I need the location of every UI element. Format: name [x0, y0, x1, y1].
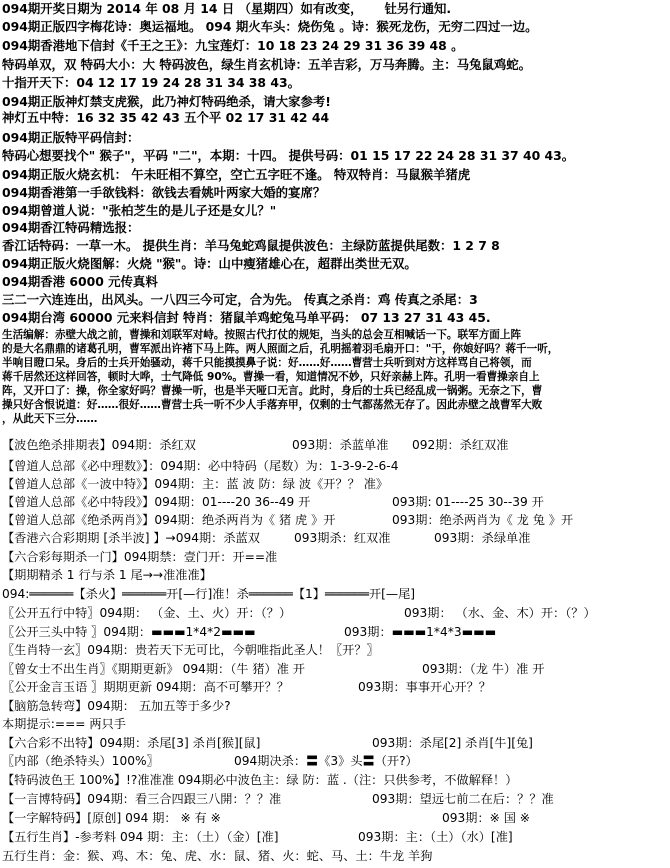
- section-zodiac-riddle: 〖生肖特一玄〗094期：贵若天下无可比，今朝唯指此圣人！〖开？〗: [2, 643, 379, 657]
- section-kill-two-zodiac: 【曾道人总部《绝杀两肖》】094期：绝杀两肖为《 猪 虎 》开 093期：绝杀两肖为《 龙 兔 》开: [2, 513, 574, 527]
- story-line-1: 生活编解：赤壁大战之前，曹操和刘联军对峙。按照古代打仗的规矩，当头的总会互相喊话一下。联军方面上阵: [2, 329, 522, 341]
- section-tail-numbers: 【曾道人总部《必中理数》】：094期：必中特码（尾数）为：1-3-9-2-6-4: [2, 459, 399, 473]
- section-kill-half-wave: 【香港六合彩期期 [杀半波] 】→094期：杀蓝双 093期杀：红双准 093期：杀绿单准: [2, 531, 531, 545]
- section-kill-element-tail: 【期期精杀 1 行与杀 1 尾→→准准准】: [2, 568, 212, 582]
- doc-line-12: 094期曾道人说："张柏芝生的是儿子还是女儿？": [2, 203, 277, 218]
- doc-line-15: 094期正版火烧图解：火烧 "猴"。诗：山中瘦猪雄心在，超群出类世无双。: [2, 256, 417, 271]
- section-five-elements: 〖公开五行中特〗094期： （金、土、火）开：（？） 093期： （水、金、木）开：（？）: [2, 606, 596, 620]
- doc-line-10: 094期正版火烧玄机： 午未旺相不算空，空亡五字旺不逢。 特双特肖：马鼠猴羊猪虎: [2, 167, 471, 182]
- doc-line-7: 神灯五中特：16 32 35 42 43 五个平 02 17 31 42 44: [2, 110, 330, 125]
- doc-line-6: 094期正版神灯禁支虎猴，此乃神灯特码绝杀，请大家参考!: [2, 94, 331, 109]
- doc-line-2: 094期正版四字梅花诗：奥运福地。 094 期火车头：烧伤兔 。诗：猴死龙伤，无穷二四过一边。: [2, 19, 538, 34]
- doc-line-5: 十指开天下：04 12 17 19 24 28 31 34 38 43。: [2, 75, 300, 90]
- doc-line-8: 094期正版特平码信封：: [2, 130, 140, 145]
- section-five-element-zodiac: 【五行生肖】-参考料 094 期：主：（土）（金）[准] 093期：主：（土）（水）[准]: [2, 830, 513, 844]
- section-number-range: 【曾道人总部《必中特段》】094期：01----20 36--49 开 093期: 01----25 30--39 开: [2, 495, 544, 509]
- section-wave-king: 【特码波色王 100%】!?准准准 094期必中波色主：绿 防：蓝 .（注：只供参考，不做解释！）: [2, 773, 518, 787]
- story-line-6: 操只好含恨说道：好……很好……曹营士兵一听不少人手落弃甲，仅剩的士气都荡然无存了。因此赤壁之战曹军大败: [2, 399, 543, 411]
- section-kill-fire: 094:══════【杀火】══════开[—行]准！杀══════【1】══════开[—尾]: [2, 587, 416, 601]
- section-wave-color-kill: 【波色绝杀排期表】094期：杀红双 093期：杀蓝单准 092期：杀红双准: [2, 438, 509, 452]
- doc-line-16: 094期香港 6000 元传真料: [2, 274, 158, 289]
- doc-line-11: 094期香港第一手欲钱料：欲钱去看姚叶两家大婚的宴席？: [2, 185, 326, 200]
- section-one-word-special: 【一言博特码】094期：看三合四跟三八開：？？准 093期：望远七前二在后：？？准: [2, 792, 554, 806]
- section-brain-teaser-hint: 本期提示:=== 两只手: [2, 717, 126, 731]
- story-line-7: ，从此天下三分……: [2, 413, 98, 425]
- story-line-3: 半响目瞪口呆。身后的士兵开始骚动，蒋千只能摸摸鼻子说：好……好……曹营士兵听到对方这样骂自己将领，而: [2, 357, 532, 369]
- doc-line-1: 094期开奖日期为 2014 年 08 月 14 日 （星期四）如有改变， 钍另行通知.: [2, 1, 452, 16]
- section-ms-zeng-zodiac: 〖曾女士不出生肖〗《期期更新》 094期：（牛 猪）准 开 093期：（龙 牛）准 开: [2, 662, 545, 676]
- doc-line-3: 094期香港地下信封《千王之王》：九宝莲灯：10 18 23 24 29 31 36 39 48 。: [2, 38, 464, 53]
- story-line-4: 蒋千居然还这样回答，顿时大哗，士气降低 90%。曹操一看，知道情况不妙，只好亲赫上阵。孔明一看曹操亲自上: [2, 371, 540, 383]
- section-three-heads: 〖公开三头中特 〗094期：▬▬▬1*4*2▬▬▬ 093期：▬▬▬1*4*3▬▬▬: [2, 625, 497, 639]
- doc-line-14: 香江话特码：一草一木。 提供生肖：羊马兔蛇鸡鼠提供波色：主绿防蓝提供尾数：1 2 7 8: [2, 238, 500, 253]
- section-one-wave: 【曾道人总部《一波中特》】094期：主：蓝 波 防：绿 波《开？？ 准》: [2, 477, 389, 491]
- doc-line-18: 094期台湾 60000 元来料信封 特肖：猪鼠羊鸡蛇兔马单平码： 07 13 27 31 43 45.: [2, 310, 491, 325]
- section-five-element-list: 五行生肖：金：猴、鸡、木：兔、虎、水：鼠、猪、火：蛇、马、土：牛龙 羊狗: [2, 849, 433, 863]
- doc-line-13: 094期香江特码精选报：: [2, 220, 140, 235]
- section-golden-words: 〖公开金言玉语 〗期期更新 094期：高不可攀开？？ 093期：事事开心开？？: [2, 680, 491, 694]
- section-kill-one-door: 【六合彩每期杀一门】094期禁：壹门开：开==准: [2, 550, 278, 564]
- story-line-2: 的是大名鼎鼎的诸葛孔明，曹军派出许褚下马上阵。两人照面之后，孔明摇着羽毛扇开口："干，你娘好吗？蒋千一听，: [2, 343, 559, 355]
- doc-line-17: 三二一六连连出，出风头。一八四三今可定，合为先。 传真之杀肖：鸡 传真之杀尾：3: [2, 292, 478, 307]
- doc-line-4: 特码单双，双 特码大小：大 特码波色，绿生肖玄机诗：五羊吉彩，万马奔腾。主：马兔鼠鸡蛇。: [2, 57, 532, 72]
- section-brain-teaser: 【脑筋急转弯】094期： 五加五等于多少?: [2, 699, 231, 713]
- section-one-character: 【一字解特码】[原创] 094 期： ※ 有 ※ 093期：※ 国 ※: [2, 811, 530, 825]
- section-no-special: 【六合彩不出特】094期：杀尾[3] 杀肖[猴][鼠] 093期：杀尾[2] 杀肖[牛][兔]: [2, 736, 533, 750]
- section-kill-head: 〖内部（绝杀特头）100%〗 094期决杀：〓《3》头〓（开?）: [2, 754, 418, 768]
- doc-line-9: 特码心想要找个" 猴子"，平码 "二"，本期：十四。 提供号码：01 15 17 22 24 28 31 37 40 43。: [2, 148, 575, 163]
- story-line-5: 阵，又开口了：操，你全家好吗？曹操一听，也是半天哑口无言。此时，身后的士兵已经乱成一锅粥。无奈之下，曹: [2, 385, 543, 397]
